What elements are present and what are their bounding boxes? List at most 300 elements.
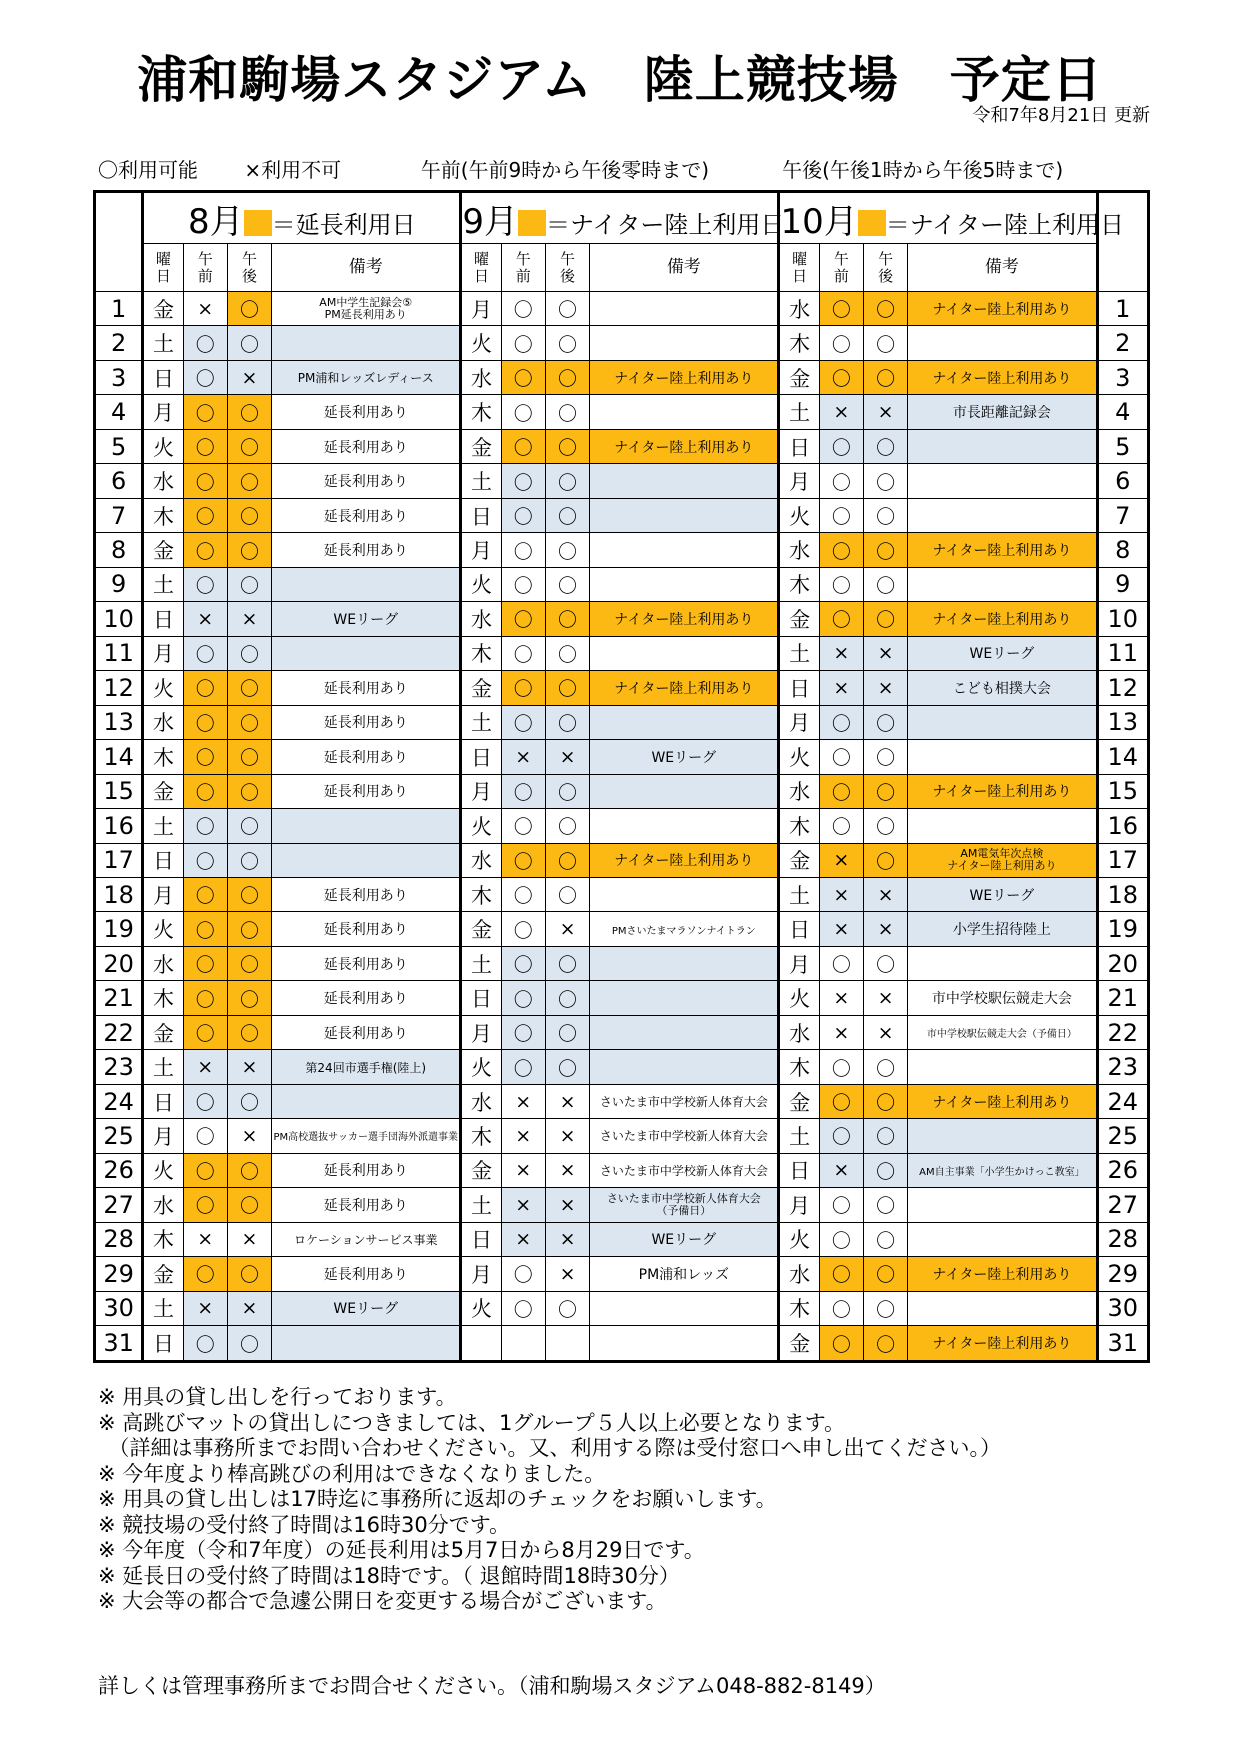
weekday-cell: 水 — [143, 946, 183, 980]
note-cell: ナイター陸上利用あり — [908, 533, 1097, 567]
note-cell — [908, 326, 1097, 360]
note-cell: ナイター陸上利用あり — [908, 602, 1097, 636]
weekday-cell: 月 — [779, 464, 819, 498]
table-row — [95, 464, 1149, 498]
table-row — [95, 1188, 1149, 1222]
weekday-cell: 木 — [461, 1119, 501, 1153]
pm-status: 〇 — [863, 1222, 907, 1256]
pm-status: 〇 — [545, 360, 589, 394]
note-cell — [908, 843, 1097, 877]
pm-status: 〇 — [545, 981, 589, 1015]
pm-status: 〇 — [227, 567, 271, 601]
am-status: 〇 — [819, 1291, 863, 1325]
note-cell — [908, 464, 1097, 498]
am-status: 〇 — [819, 360, 863, 394]
note-cell: 延長利用あり — [272, 705, 461, 739]
am-status: × — [501, 1222, 545, 1256]
weekday-cell: 土 — [461, 946, 501, 980]
weekday-cell: 木 — [143, 740, 183, 774]
month-label: 10月 — [780, 201, 858, 242]
am-status: 〇 — [183, 498, 227, 532]
pm-status: 〇 — [545, 946, 589, 980]
note-cell: こども相撲大会 — [908, 671, 1097, 705]
day-number: 14 — [95, 740, 143, 774]
am-status: 〇 — [819, 946, 863, 980]
day-number: 27 — [95, 1188, 143, 1222]
weekday-cell: 土 — [779, 395, 819, 429]
note-cell — [590, 877, 779, 911]
note-cell: 市中学校駅伝競走大会（予備日） — [908, 1015, 1097, 1049]
pm-status: 〇 — [227, 740, 271, 774]
weekday-cell: 月 — [779, 1188, 819, 1222]
weekday-cell: 火 — [779, 498, 819, 532]
pm-status: 〇 — [545, 292, 589, 326]
note-line: ※ 延長日の受付終了時間は18時です。（ 退館時間18時30分） — [98, 1563, 680, 1588]
note-cell: 延長利用あり — [272, 429, 461, 463]
note-text: AM中学生記録会⑤ PM延長利用あり — [319, 295, 413, 321]
pm-status: 〇 — [545, 809, 589, 843]
pm-status: 〇 — [863, 498, 907, 532]
weekday-cell: 金 — [143, 774, 183, 808]
am-status: 〇 — [501, 809, 545, 843]
am-status: 〇 — [183, 1326, 227, 1362]
weekday-cell: 木 — [779, 809, 819, 843]
day-header-right — [1097, 192, 1148, 292]
weekday-cell: 火 — [779, 1222, 819, 1256]
weekday-cell: 火 — [461, 1050, 501, 1084]
note-cell: 延長利用あり — [272, 1257, 461, 1291]
am-status: 〇 — [501, 946, 545, 980]
pm-status: × — [863, 981, 907, 1015]
weekday-cell: 土 — [143, 809, 183, 843]
weekday-cell: 金 — [143, 1015, 183, 1049]
pm-status: 〇 — [545, 1050, 589, 1084]
weekday-cell: 土 — [461, 1188, 501, 1222]
pm-status: 〇 — [227, 1153, 271, 1187]
weekday-cell: 水 — [461, 1084, 501, 1118]
pm-status: × — [227, 1222, 271, 1256]
legend-swatch — [858, 210, 886, 236]
table-row — [95, 429, 1149, 463]
day-number: 20 — [95, 946, 143, 980]
note-cell — [590, 292, 779, 326]
subheader-am-oct — [819, 244, 863, 292]
month-label: 9月 — [462, 201, 519, 242]
contact-footer: 詳しくは管理事務所までお問合せください。（浦和駒場スタジアム048-882-8149） — [98, 1674, 886, 1698]
note-cell: ロケーションサービス事業 — [272, 1222, 461, 1256]
am-status: 〇 — [183, 395, 227, 429]
am-status: × — [501, 1119, 545, 1153]
note-cell — [908, 429, 1097, 463]
pm-status: 〇 — [863, 1188, 907, 1222]
pm-status: 〇 — [545, 395, 589, 429]
weekday-cell: 水 — [779, 533, 819, 567]
pm-status: 〇 — [863, 1119, 907, 1153]
note-line: ※ 大会等の都合で急遽公開日を変更する場合がございます。 — [98, 1589, 667, 1613]
pm-status: 〇 — [227, 671, 271, 705]
pm-status: 〇 — [863, 843, 907, 877]
note-cell: ナイター陸上利用あり — [908, 292, 1097, 326]
am-status: 〇 — [819, 1084, 863, 1118]
day-number: 13 — [95, 705, 143, 739]
am-status: 〇 — [183, 740, 227, 774]
am-status: 〇 — [183, 705, 227, 739]
day-number: 25 — [1097, 1119, 1148, 1153]
day-number: 26 — [1097, 1153, 1148, 1187]
am-status: × — [183, 602, 227, 636]
note-cell — [590, 1015, 779, 1049]
note-cell: さいたま市中学校新人体育大会 — [590, 1084, 779, 1118]
day-number: 8 — [1097, 533, 1148, 567]
subheader-label: 曜日 — [155, 249, 171, 285]
pm-status: 〇 — [227, 464, 271, 498]
table-row — [95, 1153, 1149, 1187]
subheader-pm-sep — [545, 244, 589, 292]
weekday-cell: 金 — [143, 292, 183, 326]
note-cell — [590, 567, 779, 601]
pm-status: 〇 — [227, 498, 271, 532]
pm-status: 〇 — [227, 292, 271, 326]
table-row — [95, 912, 1149, 946]
weekday-cell: 土 — [143, 567, 183, 601]
day-number: 13 — [1097, 705, 1148, 739]
weekday-cell: 月 — [143, 1119, 183, 1153]
note-cell: WEリーグ — [272, 1291, 461, 1325]
pm-status: 〇 — [227, 1326, 271, 1362]
pm-status: 〇 — [545, 671, 589, 705]
am-status: × — [183, 1222, 227, 1256]
note-cell: ナイター陸上利用あり — [908, 1326, 1097, 1362]
table-row — [95, 671, 1149, 705]
am-status: 〇 — [501, 464, 545, 498]
legend-available: 〇利用可能 — [98, 158, 198, 182]
weekday-cell: 火 — [143, 429, 183, 463]
am-status: 〇 — [501, 498, 545, 532]
pm-status: × — [227, 1119, 271, 1153]
am-status: 〇 — [183, 429, 227, 463]
weekday-cell: 日 — [461, 498, 501, 532]
note-cell: 延長利用あり — [272, 1015, 461, 1049]
am-status: 〇 — [183, 671, 227, 705]
day-number: 11 — [1097, 636, 1148, 670]
note-cell: 延長利用あり — [272, 774, 461, 808]
day-number: 9 — [1097, 567, 1148, 601]
note-cell — [908, 1291, 1097, 1325]
am-status: × — [819, 1015, 863, 1049]
note-cell: ナイター陸上利用あり — [590, 360, 779, 394]
day-number: 28 — [1097, 1222, 1148, 1256]
day-number: 22 — [1097, 1015, 1148, 1049]
note-cell — [272, 1084, 461, 1118]
legend-am: 午前(午前9時から午後零時まで) — [420, 158, 710, 182]
day-number: 27 — [1097, 1188, 1148, 1222]
note-cell: ナイター陸上利用あり — [908, 360, 1097, 394]
weekday-cell: 月 — [779, 705, 819, 739]
am-status: 〇 — [501, 1015, 545, 1049]
note-cell: WEリーグ — [908, 636, 1097, 670]
pm-status: × — [863, 636, 907, 670]
weekday-cell: 木 — [779, 567, 819, 601]
note-cell: さいたま市中学校新人体育大会 — [590, 1119, 779, 1153]
weekday-cell: 火 — [461, 1291, 501, 1325]
month-legend: ＝ナイター陸上利用日 — [546, 210, 785, 239]
note-cell — [590, 464, 779, 498]
am-status: 〇 — [183, 636, 227, 670]
day-number: 24 — [1097, 1084, 1148, 1118]
weekday-cell: 日 — [779, 1153, 819, 1187]
day-number: 5 — [1097, 429, 1148, 463]
schedule-table — [93, 190, 1150, 1363]
day-number: 10 — [95, 602, 143, 636]
am-status: 〇 — [183, 326, 227, 360]
subheader-label: 午前 — [197, 249, 213, 285]
month-legend: ＝ナイター陸上利用日 — [885, 210, 1125, 239]
am-status: 〇 — [819, 809, 863, 843]
table-row — [95, 567, 1149, 601]
month-label: 8月 — [188, 201, 244, 242]
note-cell: 小学生招待陸上 — [908, 912, 1097, 946]
pm-status: 〇 — [227, 877, 271, 911]
pm-status: 〇 — [545, 877, 589, 911]
am-status: 〇 — [819, 292, 863, 326]
subheader-label: 曜日 — [473, 249, 489, 285]
day-number: 24 — [95, 1084, 143, 1118]
note-cell: WEリーグ — [272, 602, 461, 636]
table-row — [95, 636, 1149, 670]
pm-status: 〇 — [227, 1084, 271, 1118]
table-row — [95, 326, 1149, 360]
day-number: 4 — [1097, 395, 1148, 429]
pm-status: × — [227, 602, 271, 636]
day-number: 26 — [95, 1153, 143, 1187]
pm-status: 〇 — [863, 1291, 907, 1325]
note-cell: WEリーグ — [590, 1222, 779, 1256]
day-number: 21 — [1097, 981, 1148, 1015]
weekday-cell: 木 — [779, 1050, 819, 1084]
weekday-cell: 金 — [461, 671, 501, 705]
note-cell: ナイター陸上利用あり — [908, 1084, 1097, 1118]
subheader-note-aug — [272, 244, 461, 292]
am-status: 〇 — [183, 946, 227, 980]
pm-status: 〇 — [863, 429, 907, 463]
weekday-cell: 金 — [779, 1326, 819, 1362]
subheader-am-sep — [501, 244, 545, 292]
note-cell: 延長利用あり — [272, 946, 461, 980]
am-status: 〇 — [183, 1119, 227, 1153]
weekday-cell: 金 — [143, 1257, 183, 1291]
pm-status: × — [863, 912, 907, 946]
subheader-label: 備考 — [666, 257, 701, 277]
weekday-cell: 日 — [779, 671, 819, 705]
day-number: 15 — [1097, 774, 1148, 808]
am-status: 〇 — [501, 1291, 545, 1325]
note-cell — [272, 567, 461, 601]
weekday-cell: 火 — [461, 567, 501, 601]
am-status: × — [501, 740, 545, 774]
weekday-cell: 日 — [143, 360, 183, 394]
weekday-cell: 月 — [461, 1015, 501, 1049]
weekday-cell: 日 — [779, 912, 819, 946]
note-line: ※ 用具の貸し出しを行っております。 — [98, 1385, 457, 1409]
day-number: 17 — [95, 843, 143, 877]
weekday-cell: 木 — [143, 1222, 183, 1256]
am-status: × — [819, 1153, 863, 1187]
pm-status: × — [227, 360, 271, 394]
am-status: × — [819, 395, 863, 429]
am-status: 〇 — [501, 292, 545, 326]
note-cell — [908, 1222, 1097, 1256]
pm-status: 〇 — [863, 533, 907, 567]
day-number: 23 — [1097, 1050, 1148, 1084]
note-text: AM電気年次点検 ナイター陸上利用あり — [947, 847, 1057, 873]
am-status: × — [501, 1084, 545, 1118]
note-cell — [908, 809, 1097, 843]
am-status: 〇 — [501, 636, 545, 670]
weekday-cell: 水 — [143, 1188, 183, 1222]
pm-status: × — [545, 1257, 589, 1291]
pm-status: 〇 — [545, 464, 589, 498]
am-status: 〇 — [819, 533, 863, 567]
pm-status: 〇 — [545, 326, 589, 360]
note-cell: AM自主事業「小学生かけっこ教室」 — [908, 1153, 1097, 1187]
day-number: 30 — [95, 1291, 143, 1325]
pm-status: × — [227, 1050, 271, 1084]
am-status: 〇 — [819, 1257, 863, 1291]
note-cell: ナイター陸上利用あり — [590, 602, 779, 636]
month-header-aug — [143, 192, 461, 244]
am-status: × — [183, 1291, 227, 1325]
am-status: × — [819, 877, 863, 911]
day-number: 29 — [1097, 1257, 1148, 1291]
note-cell — [590, 326, 779, 360]
note-cell: PMさいたまマラソンナイトラン — [590, 912, 779, 946]
pm-status: 〇 — [545, 843, 589, 877]
table-row — [95, 602, 1149, 636]
weekday-cell: 金 — [143, 533, 183, 567]
day-number: 16 — [95, 809, 143, 843]
day-number: 19 — [95, 912, 143, 946]
day-number: 22 — [95, 1015, 143, 1049]
day-number: 12 — [1097, 671, 1148, 705]
day-number: 6 — [1097, 464, 1148, 498]
am-status: 〇 — [183, 877, 227, 911]
note-cell — [272, 292, 461, 326]
note-line: ※ 用具の貸し出しは17時迄に事務所に返却のチェックをお願いします。 — [98, 1487, 777, 1511]
day-number: 1 — [95, 292, 143, 326]
note-cell — [272, 636, 461, 670]
day-number: 3 — [95, 360, 143, 394]
note-line: ※ 高跳びマットの貸出しにつきましては、1グループ５人以上必要となります。 — [98, 1410, 846, 1435]
am-status: 〇 — [183, 809, 227, 843]
pm-status: × — [227, 1291, 271, 1325]
note-cell — [590, 1291, 779, 1325]
subheader-dow-aug — [143, 244, 183, 292]
note-cell — [908, 1050, 1097, 1084]
note-cell: WEリーグ — [908, 877, 1097, 911]
note-line: （詳細は事務所までお問い合わせください。又、利用する際は受付窓口へ申し出てください。） — [98, 1436, 1001, 1460]
table-row — [95, 981, 1149, 1015]
weekday-cell: 火 — [143, 671, 183, 705]
am-status: 〇 — [501, 1050, 545, 1084]
pm-status: × — [863, 1015, 907, 1049]
pm-status: 〇 — [545, 602, 589, 636]
am-status: 〇 — [183, 567, 227, 601]
weekday-cell — [461, 1326, 501, 1362]
weekday-cell: 木 — [461, 877, 501, 911]
am-status: 〇 — [819, 1050, 863, 1084]
am-status: 〇 — [501, 877, 545, 911]
am-status: 〇 — [819, 429, 863, 463]
subheader-pm-aug — [227, 244, 271, 292]
pm-status: 〇 — [227, 1188, 271, 1222]
note-cell: さいたま市中学校新人体育大会 — [590, 1153, 779, 1187]
am-status: 〇 — [183, 981, 227, 1015]
subheader-note-oct — [908, 244, 1097, 292]
subheader-label: 午前 — [515, 249, 531, 285]
table-row — [95, 533, 1149, 567]
pm-status: 〇 — [863, 292, 907, 326]
day-number: 8 — [95, 533, 143, 567]
weekday-cell: 金 — [779, 602, 819, 636]
am-status: 〇 — [501, 602, 545, 636]
weekday-cell: 土 — [779, 877, 819, 911]
pm-status: 〇 — [545, 429, 589, 463]
subheader-label: 午後 — [241, 249, 257, 285]
weekday-cell: 土 — [143, 1291, 183, 1325]
pm-status: × — [545, 912, 589, 946]
note-cell: 延長利用あり — [272, 395, 461, 429]
pm-status: 〇 — [863, 740, 907, 774]
note-cell: PM高校選抜サッカー選手団海外派遣事業 — [272, 1119, 461, 1153]
weekday-cell: 水 — [779, 774, 819, 808]
pm-status: 〇 — [227, 326, 271, 360]
am-status: × — [183, 292, 227, 326]
note-cell: 第24回市選手権(陸上) — [272, 1050, 461, 1084]
pm-status: 〇 — [545, 1291, 589, 1325]
day-number: 5 — [95, 429, 143, 463]
weekday-cell: 木 — [779, 326, 819, 360]
pm-status: 〇 — [545, 705, 589, 739]
pm-status: 〇 — [863, 1326, 907, 1362]
table-row — [95, 1257, 1149, 1291]
pm-status: 〇 — [863, 464, 907, 498]
weekday-cell: 木 — [143, 498, 183, 532]
weekday-cell: 木 — [461, 395, 501, 429]
note-cell — [590, 636, 779, 670]
day-number: 30 — [1097, 1291, 1148, 1325]
note-line: ※ 今年度（令和7年度）の延長利用は5月7日から8月29日です。 — [98, 1538, 705, 1562]
weekday-cell: 木 — [143, 981, 183, 1015]
month-header-oct — [779, 192, 1125, 244]
day-number: 3 — [1097, 360, 1148, 394]
weekday-cell: 月 — [143, 395, 183, 429]
weekday-cell: 水 — [461, 843, 501, 877]
subheader-note-sep — [590, 244, 779, 292]
am-status: 〇 — [501, 705, 545, 739]
weekday-cell: 水 — [143, 464, 183, 498]
pm-status: 〇 — [227, 1257, 271, 1291]
am-status: 〇 — [501, 533, 545, 567]
table-row — [95, 360, 1149, 394]
weekday-cell: 水 — [461, 360, 501, 394]
table-row — [95, 292, 1149, 326]
am-status: 〇 — [819, 1222, 863, 1256]
month-header-sep — [461, 192, 785, 244]
day-number: 11 — [95, 636, 143, 670]
am-status: 〇 — [183, 774, 227, 808]
weekday-cell: 月 — [461, 292, 501, 326]
pm-status: 〇 — [545, 774, 589, 808]
